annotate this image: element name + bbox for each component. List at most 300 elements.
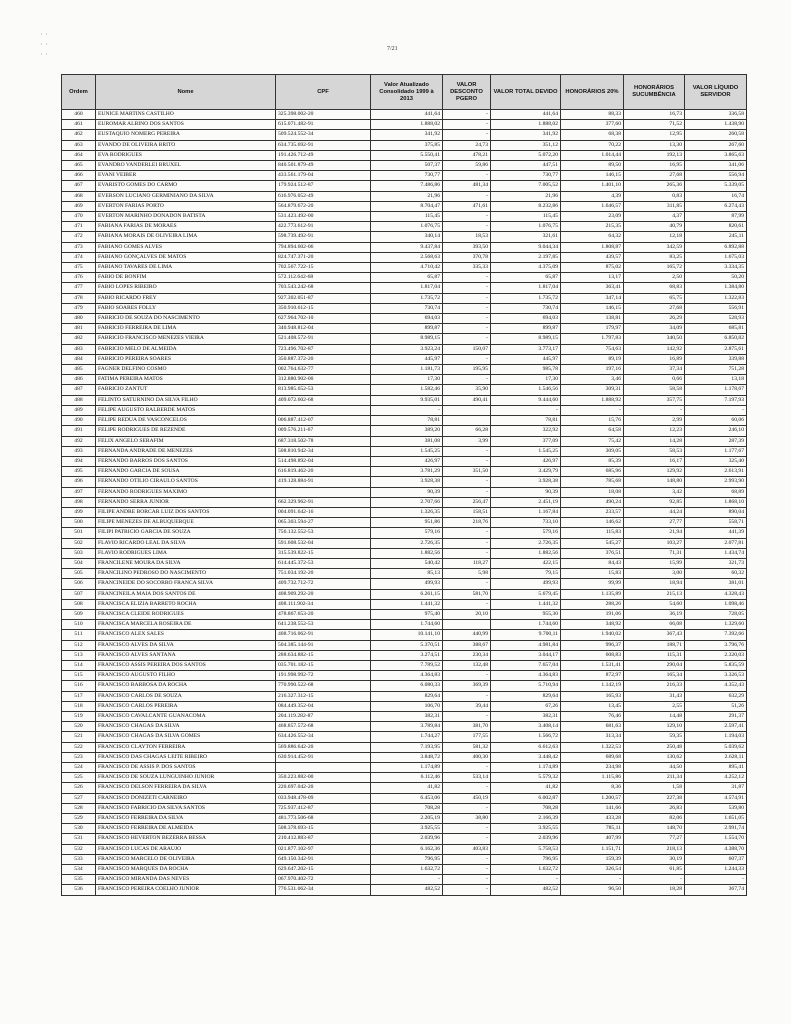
table-row [62, 375, 747, 385]
cell-nome: FRANCISCO DE ASSIS P. DOS SANTOS [96, 763, 276, 773]
cell-valor-atualizado: 1.076,75 [371, 222, 443, 232]
cell-cpf: 067.970.402-72 [276, 875, 371, 885]
cell-ordem: 480 [62, 314, 96, 324]
table-row [62, 681, 747, 691]
cell-valor-total: 21,96 [491, 191, 561, 201]
cell-honorarios-sucumbencia: 66,08 [624, 620, 685, 630]
cell-valor-liquido: 751,28 [685, 365, 747, 375]
cell-nome: FABIO SOARES FOLLY [96, 303, 276, 313]
cell-ordem: 461 [62, 120, 96, 130]
cell-nome: FILIPI PATRICIO GARCIA DE SOUZA [96, 528, 276, 538]
cell-valor-total: 955,30 [491, 609, 561, 619]
table-row [62, 171, 747, 181]
cell-cpf: 216.327.312-15 [276, 691, 371, 701]
cell-valor-atualizado: 6.453,06 [371, 793, 443, 803]
cell-honorarios-sucumbencia: 0,66 [624, 375, 685, 385]
cell-honorarios: 785,68 [561, 477, 624, 487]
cell-ordem: 500 [62, 518, 96, 528]
table-row [62, 650, 747, 660]
table-row [62, 110, 747, 120]
cell-valor-total: 9.044,34 [491, 242, 561, 252]
cell-cpf: 840.501.879-49 [276, 161, 371, 171]
cell-valor-atualizado: 441,64 [371, 110, 443, 120]
cell-valor-total: 2.166,39 [491, 814, 561, 824]
cell-honorarios: 326,54 [561, 865, 624, 875]
cell-valor-liquido: 246,10 [685, 426, 747, 436]
table-row [62, 763, 747, 773]
cell-valor-liquido: 1.554,70 [685, 834, 747, 844]
cell-valor-atualizado: 341,92 [371, 130, 443, 140]
cell-valor-atualizado: 708,28 [371, 803, 443, 813]
cell-valor-total: 321,61 [491, 232, 561, 242]
cell-nome: FABIANO TAVARES DE LIMA [96, 263, 276, 273]
cell-valor-liquido: 895,41 [685, 763, 747, 773]
cell-nome: FRANCISCA CLEIDE RODRIGUES [96, 609, 276, 619]
cell-ordem: 525 [62, 773, 96, 783]
cell-valor-liquido: 1.329,60 [685, 620, 747, 630]
table-row [62, 293, 747, 303]
cell-honorarios: 288,26 [561, 599, 624, 609]
cell-nome: EVERSON LUCIANO GERMINIANO DA SILVA [96, 191, 276, 201]
cell-nome: FRANCISCO CAVALCANTE GUANACOMA [96, 711, 276, 721]
cell-valor-liquido: 1.651,05 [685, 814, 747, 824]
cell-valor-liquido: 2.991,74 [685, 824, 747, 834]
cell-ordem: 532 [62, 844, 96, 854]
cell-valor-atualizado: 4.710,42 [371, 263, 443, 273]
cell-honorarios: 1.135,89 [561, 589, 624, 599]
cell-valor-atualizado: 4.364,83 [371, 671, 443, 681]
cell-honorarios: 85,39 [561, 456, 624, 466]
cell-nome: FRANCISCO PEREIRA COELHO JUNIOR [96, 885, 276, 895]
cell-honorarios: 1.531,41 [561, 660, 624, 670]
cell-valor-liquido: 4.328,43 [685, 589, 747, 599]
cell-honorarios-sucumbencia: 16,73 [624, 110, 685, 120]
cell-cpf: 409.732.712-72 [276, 579, 371, 589]
cell-valor-total: 1.167,84 [491, 507, 561, 517]
cell-honorarios: 1.151,71 [561, 844, 624, 854]
cell-honorarios-sucumbencia: 31,43 [624, 691, 685, 701]
cell-valor-liquido: 632,29 [685, 691, 747, 701]
cell-valor-total: 382,31 [491, 711, 561, 721]
cell-cpf: 191.998.992-72 [276, 671, 371, 681]
cell-cpf: 481.773.506-68 [276, 814, 371, 824]
cell-honorarios-sucumbencia: 215,13 [624, 589, 685, 599]
cell-valor-total: 5.710,94 [491, 681, 561, 691]
cell-cpf: 756.132.552-53 [276, 528, 371, 538]
cell-valor-total: 7.657,04 [491, 660, 561, 670]
cell-honorarios: 23,09 [561, 212, 624, 222]
table-row [62, 273, 747, 283]
cell-valor-atualizado: 1.817,04 [371, 283, 443, 293]
cell-honorarios: 313,34 [561, 732, 624, 742]
cell-valor-liquido: 51,26 [685, 701, 747, 711]
cell-nome: FRANCISCO ALEX SALES [96, 630, 276, 640]
cell-valor-atualizado: 381,08 [371, 436, 443, 446]
cell-valor-total: 1.441,32 [491, 599, 561, 609]
cell-valor-desconto: 66,28 [443, 426, 491, 436]
cell-valor-atualizado: 115,45 [371, 212, 443, 222]
cell-honorarios: 75,42 [561, 436, 624, 446]
cell-valor-total: 1.174,89 [491, 763, 561, 773]
table-row [62, 120, 747, 130]
cell-nome: FLAVIO RICARDO LEAL DA SILVA [96, 538, 276, 548]
cell-honorarios-sucumbencia: 3,00 [624, 569, 685, 579]
cell-nome: FRANCISCO DE SOUZA LUNGUINHO JUNIOR [96, 773, 276, 783]
cell-valor-desconto: 335,33 [443, 263, 491, 273]
cell-cpf: 598.739.492-91 [276, 232, 371, 242]
cell-valor-atualizado: 730,74 [371, 303, 443, 313]
cell-valor-desconto: - [443, 803, 491, 813]
cell-valor-desconto: - [443, 446, 491, 456]
cell-honorarios: 1.646,57 [561, 201, 624, 211]
cell-honorarios-sucumbencia: 54,60 [624, 599, 685, 609]
table-header-row [62, 75, 747, 110]
table-row [62, 671, 747, 681]
cell-cpf: 703.543.242-68 [276, 283, 371, 293]
cell-valor-total: 422,15 [491, 558, 561, 568]
cell-cpf: 315.539.822-15 [276, 548, 371, 558]
table-row [62, 232, 747, 242]
table-row [62, 130, 747, 140]
cell-nome: FILIPE ANDRE BORCAR LUIZ DOS SANTOS [96, 507, 276, 517]
cell-ordem: 491 [62, 426, 96, 436]
cell-valor-total: 67,26 [491, 701, 561, 711]
cell-cpf: 288.634.882-15 [276, 650, 371, 660]
cell-ordem: 531 [62, 834, 96, 844]
cell-ordem: 488 [62, 395, 96, 405]
cell-nome: FABIO RICARDO FREY [96, 293, 276, 303]
cell-valor-total: 1.546,56 [491, 385, 561, 395]
cell-valor-desconto: 581,32 [443, 742, 491, 752]
cell-honorarios: 1.401,10 [561, 181, 624, 191]
table-row [62, 528, 747, 538]
cell-nome: FRANCISCO FERREIRA DE ALMEIDA [96, 824, 276, 834]
cell-valor-liquido: 339,88 [685, 354, 747, 364]
table-row [62, 140, 747, 150]
cell-honorarios: 115,83 [561, 528, 624, 538]
cell-valor-total: 1.882,56 [491, 548, 561, 558]
cell-cpf: 179.924.512-87 [276, 181, 371, 191]
cell-honorarios-sucumbencia: 18,94 [624, 579, 685, 589]
cell-honorarios-sucumbencia: 148,80 [624, 477, 685, 487]
cell-valor-liquido: 68,89 [685, 487, 747, 497]
cell-valor-liquido: 291,37 [685, 711, 747, 721]
cell-valor-atualizado: 106,70 [371, 701, 443, 711]
cell-ordem: 468 [62, 191, 96, 201]
cell-valor-desconto: - [443, 538, 491, 548]
cell-honorarios: 13,45 [561, 701, 624, 711]
cell-valor-total: 78,81 [491, 416, 561, 426]
table-row [62, 814, 747, 824]
cell-valor-desconto: 369,39 [443, 681, 491, 691]
cell-ordem: 478 [62, 293, 96, 303]
cell-nome: FRANCISCO CARLOS DE SOUZA [96, 691, 276, 701]
table-row [62, 865, 747, 875]
cell-ordem: 519 [62, 711, 96, 721]
cell-valor-atualizado: - [371, 875, 443, 885]
cell-valor-atualizado: 85,13 [371, 569, 443, 579]
cell-valor-atualizado: 1.888,02 [371, 120, 443, 130]
cell-valor-total: 8.989,15 [491, 334, 561, 344]
table-row [62, 263, 747, 273]
cell-valor-liquido: 7.197,93 [685, 395, 747, 405]
table-row [62, 365, 747, 375]
cell-honorarios: 309,31 [561, 385, 624, 395]
cell-cpf: 004.091.642-16 [276, 507, 371, 517]
cell-valor-liquido: 3.334,35 [685, 263, 747, 273]
cell-ordem: 508 [62, 599, 96, 609]
cell-valor-liquido: 267,60 [685, 140, 747, 150]
cell-honorarios: 363,41 [561, 283, 624, 293]
cell-ordem: 476 [62, 273, 96, 283]
cell-ordem: 518 [62, 701, 96, 711]
cell-valor-atualizado: 382,31 [371, 711, 443, 721]
cell-nome: FRANCISCO CLAYTON FERREIRA [96, 742, 276, 752]
cell-cpf: 630.914.452-91 [276, 752, 371, 762]
cell-honorarios-sucumbencia: 16,17 [624, 456, 685, 466]
cell-valor-atualizado: 9.935,01 [371, 395, 443, 405]
cell-nome: FRANCILENE MOURA DA SILVA [96, 558, 276, 568]
cell-valor-liquido: 2.613,91 [685, 467, 747, 477]
table-row [62, 742, 747, 752]
cell-nome: FELIX ANGELO SERAFIM [96, 436, 276, 446]
cell-valor-total: 7.005,52 [491, 181, 561, 191]
cell-valor-desconto: 177,55 [443, 732, 491, 742]
cell-valor-atualizado: 482,52 [371, 885, 443, 895]
cell-valor-desconto [443, 416, 491, 426]
cell-valor-liquido: 1.322,83 [685, 293, 747, 303]
cell-valor-desconto: 195,95 [443, 365, 491, 375]
cell-valor-total: 1.566,72 [491, 732, 561, 742]
cell-honorarios: 347,14 [561, 293, 624, 303]
cell-ordem: 505 [62, 569, 96, 579]
cell-nome: FELIPE REDUA DE VASCONCELOS [96, 416, 276, 426]
cell-valor-atualizado: 1.882,56 [371, 548, 443, 558]
cell-nome: EVANDRO VANDERLEI BRUXEL [96, 161, 276, 171]
cell-cpf: 687.318.502-78 [276, 436, 371, 446]
cell-cpf: 468.857.572-68 [276, 722, 371, 732]
cell-valor-desconto: 490,41 [443, 395, 491, 405]
cell-nome: FABRICIO ZANTUT [96, 385, 276, 395]
cell-nome: EVERTON MARINHO DONADON BATISTA [96, 212, 276, 222]
cell-honorarios-sucumbencia: 4,37 [624, 212, 685, 222]
cell-honorarios: 1.142,19 [561, 681, 624, 691]
cell-honorarios-sucumbencia: 2,55 [624, 701, 685, 711]
cell-honorarios: 1.797,83 [561, 334, 624, 344]
cell-nome: FABIANA MORAIS DE OLIVEIRA LIMA [96, 232, 276, 242]
table-row [62, 609, 747, 619]
cell-ordem: 460 [62, 110, 96, 120]
cell-valor-desconto: 256,47 [443, 497, 491, 507]
cell-valor-desconto: - [443, 824, 491, 834]
cell-valor-atualizado: 7.193,95 [371, 742, 443, 752]
cell-valor-atualizado: 499,93 [371, 579, 443, 589]
cell-valor-total: 1.076,75 [491, 222, 561, 232]
table-row [62, 752, 747, 762]
cell-valor-desconto: 218,76 [443, 518, 491, 528]
cell-valor-liquido: 1.178,67 [685, 385, 747, 395]
cell-ordem: 536 [62, 885, 96, 895]
cell-valor-total: 579,16 [491, 528, 561, 538]
cell-valor-total: 730,77 [491, 171, 561, 181]
cell-valor-atualizado: 796,95 [371, 854, 443, 864]
cell-valor-desconto: 158,51 [443, 507, 491, 517]
table-row [62, 885, 747, 895]
cell-honorarios-sucumbencia: 71,31 [624, 548, 685, 558]
cell-valor-desconto: - [443, 548, 491, 558]
cell-honorarios: 18,08 [561, 487, 624, 497]
cell-honorarios-sucumbencia: 82,06 [624, 814, 685, 824]
cell-honorarios-sucumbencia: 311,85 [624, 201, 685, 211]
cell-cpf: 514.498.892-04 [276, 456, 371, 466]
cell-honorarios-sucumbencia: 130,62 [624, 752, 685, 762]
table-row [62, 875, 747, 885]
cell-valor-desconto: - [443, 222, 491, 232]
cell-valor-atualizado: 2.039,96 [371, 834, 443, 844]
cell-honorarios-sucumbencia: 12,18 [624, 232, 685, 242]
cell-valor-desconto: - [443, 528, 491, 538]
cell-valor-desconto: - [443, 171, 491, 181]
cell-ordem: 514 [62, 660, 96, 670]
cell-nome: FRANCISCO MARQUES DA ROCHA [96, 865, 276, 875]
cell-valor-desconto: 351,50 [443, 467, 491, 477]
cell-honorarios-sucumbencia: 58,58 [624, 385, 685, 395]
cell-valor-atualizado: 1.735,72 [371, 293, 443, 303]
cell-valor-atualizado: 2.568,63 [371, 252, 443, 262]
cell-honorarios-sucumbencia: 21,94 [624, 528, 685, 538]
cell-nome: FRANCISCA MARCELA ROSEIRA DE [96, 620, 276, 630]
cell-nome: FRANCISCO DAS CHAGAS LEITE RIBEIRO [96, 752, 276, 762]
cell-ordem: 516 [62, 681, 96, 691]
cell-nome: FELINTO SATURNINO DA SILVA FILHO [96, 395, 276, 405]
cell-ordem: 496 [62, 477, 96, 487]
cell-cpf: 408.111.902-34 [276, 599, 371, 609]
cell-ordem: 515 [62, 671, 96, 681]
cell-nome: FABIANO GOMES ALVES [96, 242, 276, 252]
cell-valor-liquido: 2.597,41 [685, 722, 747, 732]
cell-valor-total: 79,15 [491, 569, 561, 579]
cell-honorarios: 138,81 [561, 314, 624, 324]
table-row [62, 385, 747, 395]
cell-valor-liquido: 1.438,90 [685, 120, 747, 130]
table-row [62, 691, 747, 701]
cell-valor-atualizado: - [371, 405, 443, 415]
cell-honorarios: 785,11 [561, 824, 624, 834]
cell-valor-atualizado: 1.744,60 [371, 620, 443, 630]
cell-ordem: 510 [62, 620, 96, 630]
cell-valor-liquido: 2.875,61 [685, 344, 747, 354]
cell-valor-atualizado: 1.632,72 [371, 865, 443, 875]
cell-honorarios: 439,57 [561, 252, 624, 262]
cell-valor-desconto: 230,34 [443, 650, 491, 660]
cell-valor-liquido: 60,32 [685, 569, 747, 579]
cell-cpf: 504.385.144-91 [276, 640, 371, 650]
cell-nome: FRANCISCO CHAGAS DA SILVA [96, 722, 276, 732]
cell-valor-atualizado: 1.181,73 [371, 365, 443, 375]
cell-valor-total: 3.429,79 [491, 467, 561, 477]
cell-honorarios-sucumbencia: 367,43 [624, 630, 685, 640]
cell-valor-liquido: 13,18 [685, 375, 747, 385]
cell-cpf: 569.886.642-20 [276, 742, 371, 752]
cell-honorarios: 68,38 [561, 130, 624, 140]
table-row [62, 518, 747, 528]
cell-ordem: 513 [62, 650, 96, 660]
cell-honorarios-sucumbencia: 342,59 [624, 242, 685, 252]
cell-ordem: 512 [62, 640, 96, 650]
cell-honorarios: 159,39 [561, 854, 624, 864]
table-row [62, 701, 747, 711]
table-row [62, 303, 747, 313]
table-row [62, 212, 747, 222]
margin-mark: · · [40, 30, 48, 39]
cell-valor-desconto: - [443, 875, 491, 885]
cell-valor-total: 1.817,04 [491, 283, 561, 293]
cell-valor-liquido: 820,61 [685, 222, 747, 232]
cell-valor-liquido: 6.892,88 [685, 242, 747, 252]
cell-ordem: 524 [62, 763, 96, 773]
cell-valor-atualizado: 9.437,84 [371, 242, 443, 252]
cell-valor-desconto: - [443, 456, 491, 466]
cell-valor-total: 899,87 [491, 324, 561, 334]
cell-valor-total: 1.888,02 [491, 120, 561, 130]
cell-valor-liquido: 287,39 [685, 436, 747, 446]
cell-valor-atualizado: 65,87 [371, 273, 443, 283]
cell-ordem: 501 [62, 528, 96, 538]
table-row [62, 456, 747, 466]
cell-valor-desconto: - [443, 283, 491, 293]
cell-ordem: 470 [62, 212, 96, 222]
cell-valor-desconto: - [443, 110, 491, 120]
cell-nome: FABRICIO FRANCISCO MENEZES VIEIRA [96, 334, 276, 344]
cell-valor-atualizado: 3.928,38 [371, 477, 443, 487]
cell-nome: FRANCISCO FABRICIO DA SILVA SANTOS [96, 803, 276, 813]
cell-valor-liquido: 1.384,80 [685, 283, 747, 293]
cell-valor-total: 2.451,19 [491, 497, 561, 507]
cell-cpf [276, 487, 371, 497]
cell-honorarios: 545,27 [561, 538, 624, 548]
table-row [62, 558, 747, 568]
cell-honorarios-sucumbencia: - [624, 405, 685, 415]
cell-cpf: 794.894.602-06 [276, 242, 371, 252]
cell-valor-total: 730,74 [491, 303, 561, 313]
cell-valor-liquido: 2.320,03 [685, 650, 747, 660]
cell-honorarios-sucumbencia: 65,75 [624, 293, 685, 303]
cell-valor-total: 445,97 [491, 354, 561, 364]
cell-valor-total: 482,52 [491, 885, 561, 895]
cell-honorarios: 433,28 [561, 814, 624, 824]
cell-valor-total: - [491, 875, 561, 885]
cell-honorarios-sucumbencia: 16,95 [624, 161, 685, 171]
cell-valor-liquido: 245,11 [685, 232, 747, 242]
cell-valor-total: 4.981,84 [491, 640, 561, 650]
cell-nome: FERNANDO RODRIGUES MAXIMO [96, 487, 276, 497]
cell-honorarios-sucumbencia: 16,89 [624, 354, 685, 364]
cell-valor-desconto: - [443, 477, 491, 487]
cell-honorarios: 1.322,53 [561, 742, 624, 752]
cell-cpf: 325.398.002-20 [276, 110, 371, 120]
cell-valor-total: 3.925,55 [491, 824, 561, 834]
cell-valor-liquido: 3.796,76 [685, 640, 747, 650]
cell-valor-desconto: 59,86 [443, 161, 491, 171]
cell-valor-total: 4.375,09 [491, 263, 561, 273]
cell-valor-total: 426,97 [491, 456, 561, 466]
cell-valor-liquido: 5.835,59 [685, 660, 747, 670]
cell-honorarios: 1.115,86 [561, 773, 624, 783]
table-row [62, 773, 747, 783]
cell-valor-desconto: 381,70 [443, 722, 491, 732]
cell-honorarios-sucumbencia: 83,25 [624, 252, 685, 262]
cell-honorarios-sucumbencia: 250,48 [624, 742, 685, 752]
